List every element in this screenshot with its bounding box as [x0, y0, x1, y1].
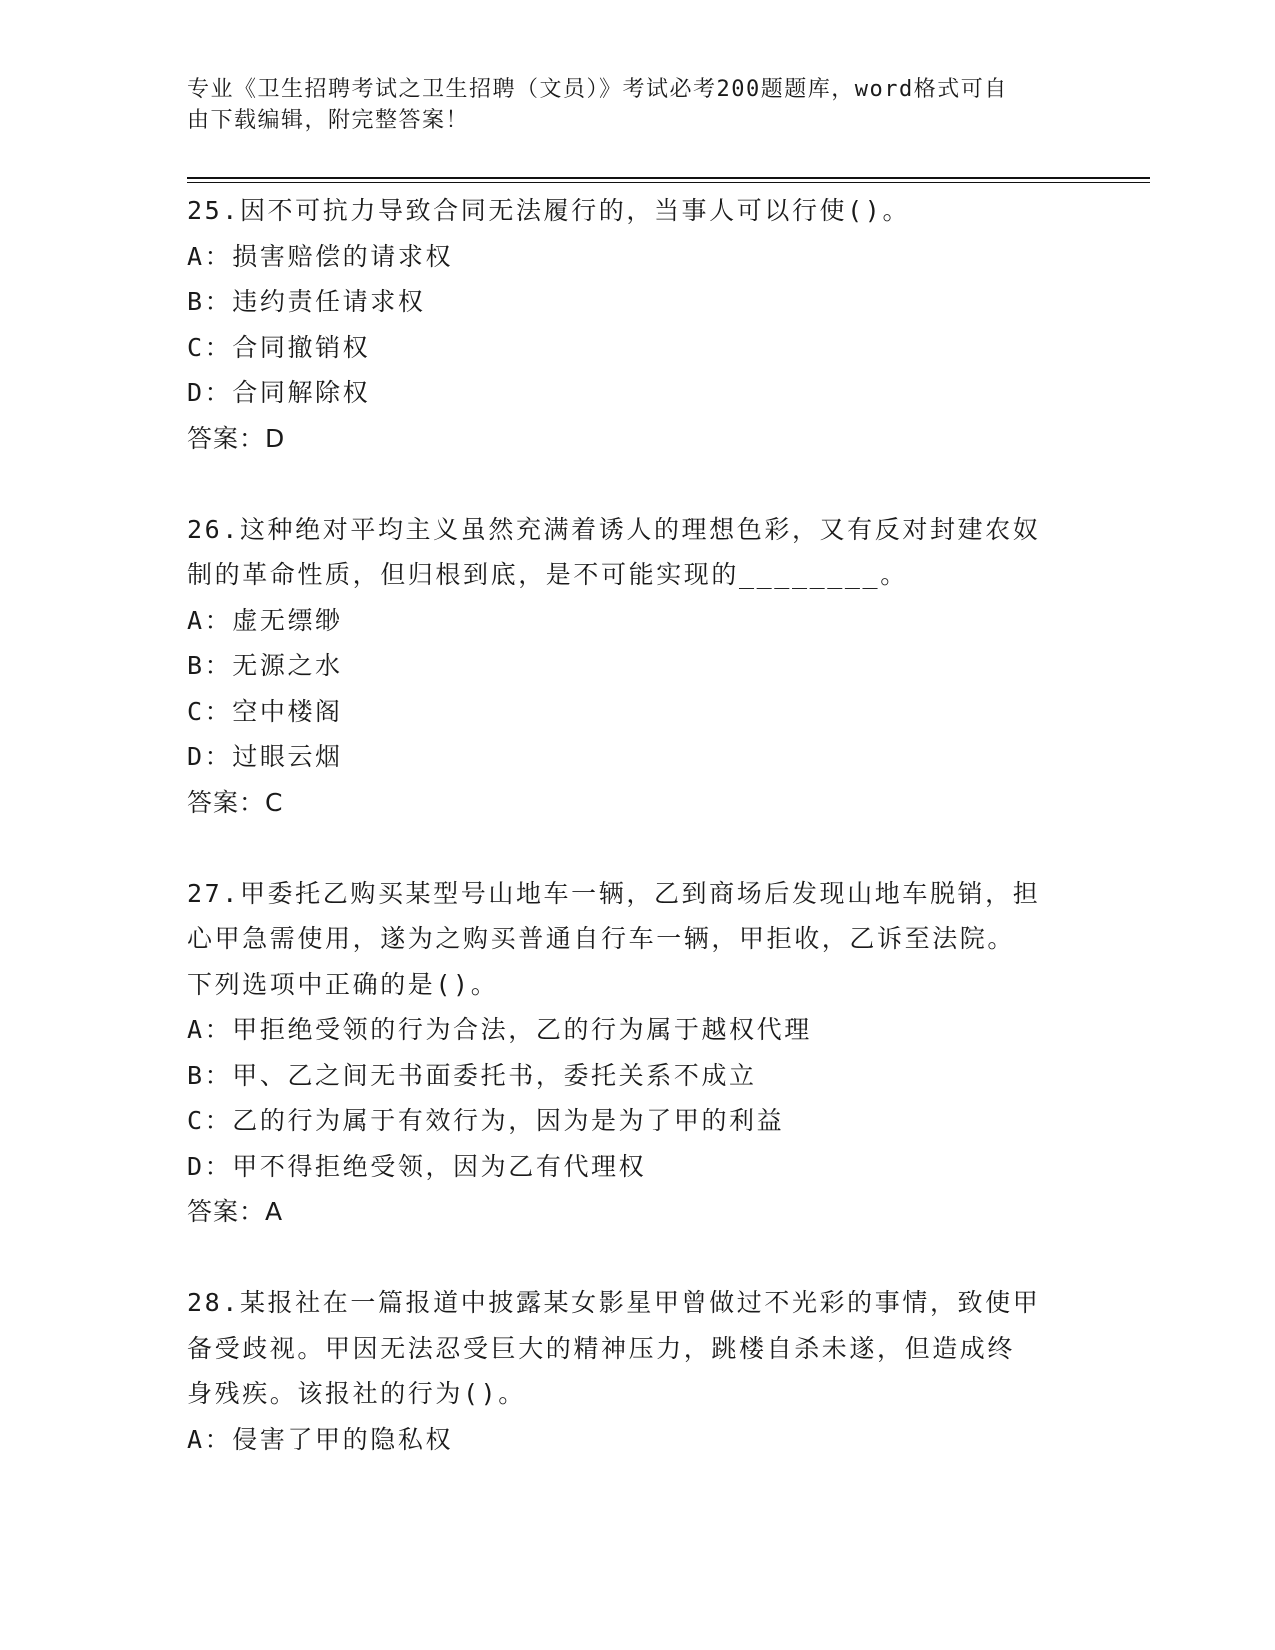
- option-b: B：甲、乙之间无书面委托书，委托关系不成立: [187, 1060, 757, 1090]
- question-stem: 27.甲委托乙购买某型号山地车一辆，乙到商场后发现山地车脱销，担: [187, 878, 1041, 908]
- question-28: [187, 1280, 1087, 1462]
- question-27: [187, 871, 1087, 1235]
- document-header: [187, 74, 1087, 136]
- option-a: A：损害赔偿的请求权: [187, 241, 454, 271]
- answer-line: 答案：A: [187, 1197, 284, 1226]
- option-c: C：乙的行为属于有效行为，因为是为了甲的利益: [187, 1106, 785, 1135]
- option-c: C：合同撤销权: [187, 332, 371, 362]
- option-a: A：虚无缥缈: [187, 605, 343, 635]
- question-stem: 26.这种绝对平均主义虽然充满着诱人的理想色彩，又有反对封建农奴: [187, 514, 1041, 544]
- question-stem: 28.某报社在一篇报道中披露某女影星甲曾做过不光彩的事情，致使甲: [187, 1288, 1041, 1317]
- question-26: [187, 507, 1087, 826]
- option-a: A：侵害了甲的隐私权: [187, 1424, 454, 1454]
- answer-line: 答案：D: [187, 423, 286, 453]
- option-c: C：空中楼阁: [187, 696, 343, 726]
- option-d: D：合同解除权: [187, 378, 371, 407]
- option-d: D：甲不得拒绝受领，因为乙有代理权: [187, 1151, 647, 1181]
- question-stem: 25.因不可抗力导致合同无法履行的，当事人可以行使()。: [187, 196, 911, 225]
- option-b: B：违约责任请求权: [187, 287, 426, 316]
- question-25: [187, 188, 1087, 461]
- option-a: A：甲拒绝受领的行为合法，乙的行为属于越权代理: [187, 1015, 812, 1044]
- option-d: D：过眼云烟: [187, 742, 343, 771]
- header-line-2: 由下载编辑，附完整答案！: [187, 108, 470, 133]
- question-stem: 下列选项中正确的是()。: [187, 969, 499, 999]
- answer-line: 答案：C: [187, 787, 284, 817]
- option-b: B：无源之水: [187, 651, 343, 680]
- question-stem: 身残疾。该报社的行为()。: [187, 1379, 526, 1408]
- question-list: [187, 188, 1087, 1462]
- question-stem: 备受歧视。甲因无法忍受巨大的精神压力，跳楼自杀未遂，但造成终: [187, 1333, 1016, 1363]
- question-stem: 心甲急需使用，遂为之购买普通自行车一辆，甲拒收，乙诉至法院。: [187, 924, 1016, 953]
- header-divider-thin: [187, 182, 1150, 183]
- question-stem: 制的革命性质，但归根到底，是不可能实现的________。: [187, 560, 908, 589]
- header-line-1: 专业《卫生招聘考试之卫生招聘（文员）》考试必考200题题库，word格式可自: [187, 77, 1008, 102]
- header-divider-thick: [187, 177, 1150, 179]
